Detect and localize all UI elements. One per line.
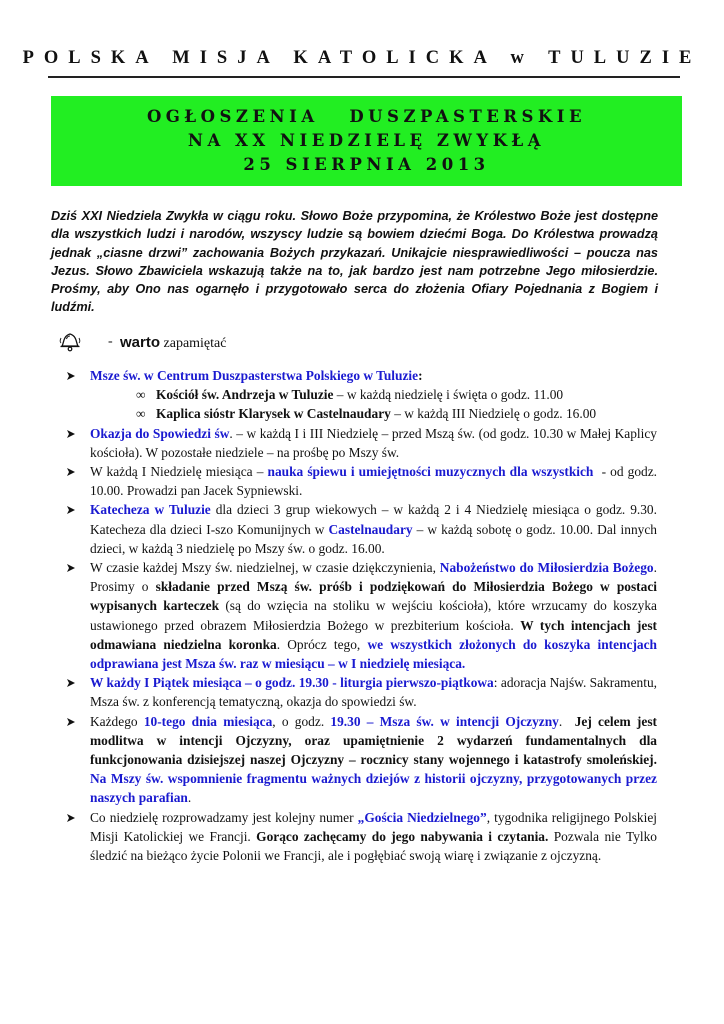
homeland-end: . xyxy=(187,790,192,806)
mercy-bold-1: składanie przed Mszą św. próśb i podziękowań do Miłosierdzia Bożego w postaci wypisanych karteczek xyxy=(90,579,657,614)
mercy-bold-2: W tych intencjach jest odmawiana niedzielna koronka xyxy=(90,617,657,652)
catechesis-text-end: – w każdą sobotę o godz. 10.00. Dal innych dzieci, w każdą 3 niedzielę po Mszy św. o godz. 16.00. xyxy=(90,521,657,556)
homeland-highlight: Na Mszy św. wspomnienie fragmentu ważnych dziejów z historii ojczyzny, przygotowanych przez naszych parafian xyxy=(90,771,657,806)
arrow-bullet-icon xyxy=(66,563,76,573)
arrow-bullet-icon xyxy=(66,467,76,477)
infinity-bullet-icon: ∞ xyxy=(136,406,146,422)
mercy-text-2: (są do wzięcia na stoliku w wejściu kościoła), które wrzucamy do koszyka ustawionego przed obrazem Miłosierdzia Bożego w prezbiterium kościoła. xyxy=(90,598,657,633)
weekly-intro: Co niedzielę rozprowadzamy jest kolejny numer xyxy=(90,809,358,825)
arrow-bullet-icon xyxy=(66,678,76,688)
arrow-bullet-icon xyxy=(66,813,76,823)
confession-title: Okazja do Spowiedzi św xyxy=(90,425,230,441)
homeland-text-2: . xyxy=(558,713,575,729)
catechesis-place: Castelnaudary xyxy=(328,521,413,537)
arrow-bullet-icon xyxy=(66,717,76,727)
friday-highlight: W każdy I Piątek miesiąca – o godz. 19.30 - liturgia pierwszo-piątkowa xyxy=(90,675,494,691)
mercy-intro: W czasie każdej Mszy św. niedzielnej, w czasie dziękczynienia, xyxy=(90,560,440,576)
bell-icon xyxy=(58,330,82,352)
location-1-schedule: – w każdą niedzielę i święta o godz. 11.00 xyxy=(333,387,564,403)
mercy-text-1: . Prosimy o xyxy=(90,560,657,595)
list-item-mercy xyxy=(65,558,657,673)
homeland-bold: Jej celem jest modlitwa w intencji Ojczyzny, oraz upamiętnienie 2 wydarzeń fundamentalnych dla funkcjonowania dzisiejszej naszej Ojczyzny – rocznicy stany wojennego i katastrofy smoleńskiej. xyxy=(90,713,658,768)
banner-line-2: NA XX NIEDZIELĘ ZWYKŁĄ xyxy=(187,131,546,150)
catechesis-text: dla dzieci 3 grup wiekowych – w każdą 2 i 4 Niedzielę miesiąca o godz. 9.30. Katecheza dla dzieci I-szo Komunijnych w xyxy=(90,502,657,537)
weekly-text-1: , tygodnika religijnego Polskiej Misji Katolickiej we Francji. xyxy=(90,809,658,844)
arrow-bullet-icon xyxy=(66,505,76,515)
list-item-first-friday xyxy=(65,673,657,711)
banner-line-1: OGŁOSZENIA DUSZPASTERSKIE xyxy=(146,107,587,126)
remember-dash: - xyxy=(108,334,113,349)
weekly-text-2: Pozwala nie Tylko śledzić na bieżąco życie Polonii we Francji, ale i pogłębiać swoją wiarę i związanie z ojczyzną. xyxy=(90,828,658,864)
announcement-list xyxy=(65,366,661,865)
remember-keyword: warto xyxy=(120,334,161,351)
masses-title: Msze św. w Centrum Duszpasterstwa Polskiego w Tuluzie xyxy=(90,368,419,383)
intro-paragraph: Dziś XXI Niedziela Zwykła w ciągu roku. Słowo Boże przypomina, że Królestwo Boże jest dostępne dla wszystkich ludzi i narodów, wszyscy ludzie są bowiem dziećmi Boga. Do Królestwa prowadzą jednak „ciasne drzwi” zachowania Bożych przykazań. Unikajcie niesprawiedliwości – poucza nas Jezus. Słowo Zbawiciela wskazują także na to, jak bardzo jest nam potrzebne Jego miłosierdzie. Prośmy, aby Ono nas ogarnęło i przygotowało serca do złożenia Ofiary Pojednania z Bogiem i ludźmi. xyxy=(51,209,658,315)
list-item-confession xyxy=(65,424,657,462)
arrow-bullet-icon xyxy=(66,371,76,381)
announcement-banner xyxy=(51,96,682,186)
page-title: POLSKA MISJA KATOLICKA w TULUZIE xyxy=(22,48,702,68)
homeland-intro: Każdego xyxy=(90,713,144,729)
list-item-singing xyxy=(65,462,661,500)
homeland-mass: 19.30 – Msza św. w intencji Ojczyzny xyxy=(330,713,559,729)
list-item-catechesis xyxy=(65,500,657,558)
weekly-bold: Gorąco zachęcamy do jego nabywania i czytania. xyxy=(256,828,549,844)
infinity-bullet-icon: ∞ xyxy=(136,387,146,403)
singing-highlight: nauka śpiewu i umiejętności muzycznych dla wszystkich xyxy=(267,464,594,480)
masses-location-2 xyxy=(65,404,657,423)
catechesis-title: Katecheza w Tuluzie xyxy=(90,502,211,518)
friday-text: : adoracja Najśw. Sakramentu, Msza św. z konferencją tematyczną, okazja do spowiedzi św. xyxy=(90,675,657,710)
homeland-day: 10-tego dnia miesiąca xyxy=(143,713,273,729)
mercy-highlight-2: we wszystkich złożonych do koszyka intencjach odprawiana jest Msza św. raz w miesiącu – w I niedzielę miesiąca. xyxy=(90,636,658,672)
weekly-highlight: „Gościa Niedzielnego” xyxy=(357,809,487,825)
homeland-text-1: , o godz. xyxy=(272,713,331,729)
banner-line-3: 25 SIERPNIA 2013 xyxy=(243,155,490,174)
confession-text: . – w każdą I i III Niedzielę – przed Mszą św. (od godz. 10.30 w Małej Kaplicy kościoła). W pozostałe niedziele – na prośbę po Mszy św. xyxy=(90,425,657,460)
list-item-masses xyxy=(65,366,657,385)
list-item-weekly xyxy=(65,808,657,866)
location-2-name: Kaplica sióstr Klarysek w Castelnaudary xyxy=(156,406,391,422)
singing-text: - od godz. 10.00. Prowadzi pan Jacek Sypniewski. xyxy=(90,464,661,499)
masses-location-1 xyxy=(65,385,657,404)
mercy-text-3: . Oprócz tego, xyxy=(276,636,368,652)
mercy-highlight: Nabożeństwo do Miłosierdzia Bożego xyxy=(439,560,654,576)
remember-rest: zapamiętać xyxy=(160,336,227,351)
arrow-bullet-icon xyxy=(66,429,76,439)
header-divider xyxy=(48,76,680,78)
list-item-homeland xyxy=(65,712,657,808)
location-2-schedule: – w każdą III Niedzielę o godz. 16.00 xyxy=(390,406,597,422)
singing-intro: W każdą I Niedzielę miesiąca – xyxy=(90,464,268,480)
masses-colon: : xyxy=(418,368,423,383)
location-1-name: Kościół św. Andrzeja w Tuluzie xyxy=(156,387,334,403)
